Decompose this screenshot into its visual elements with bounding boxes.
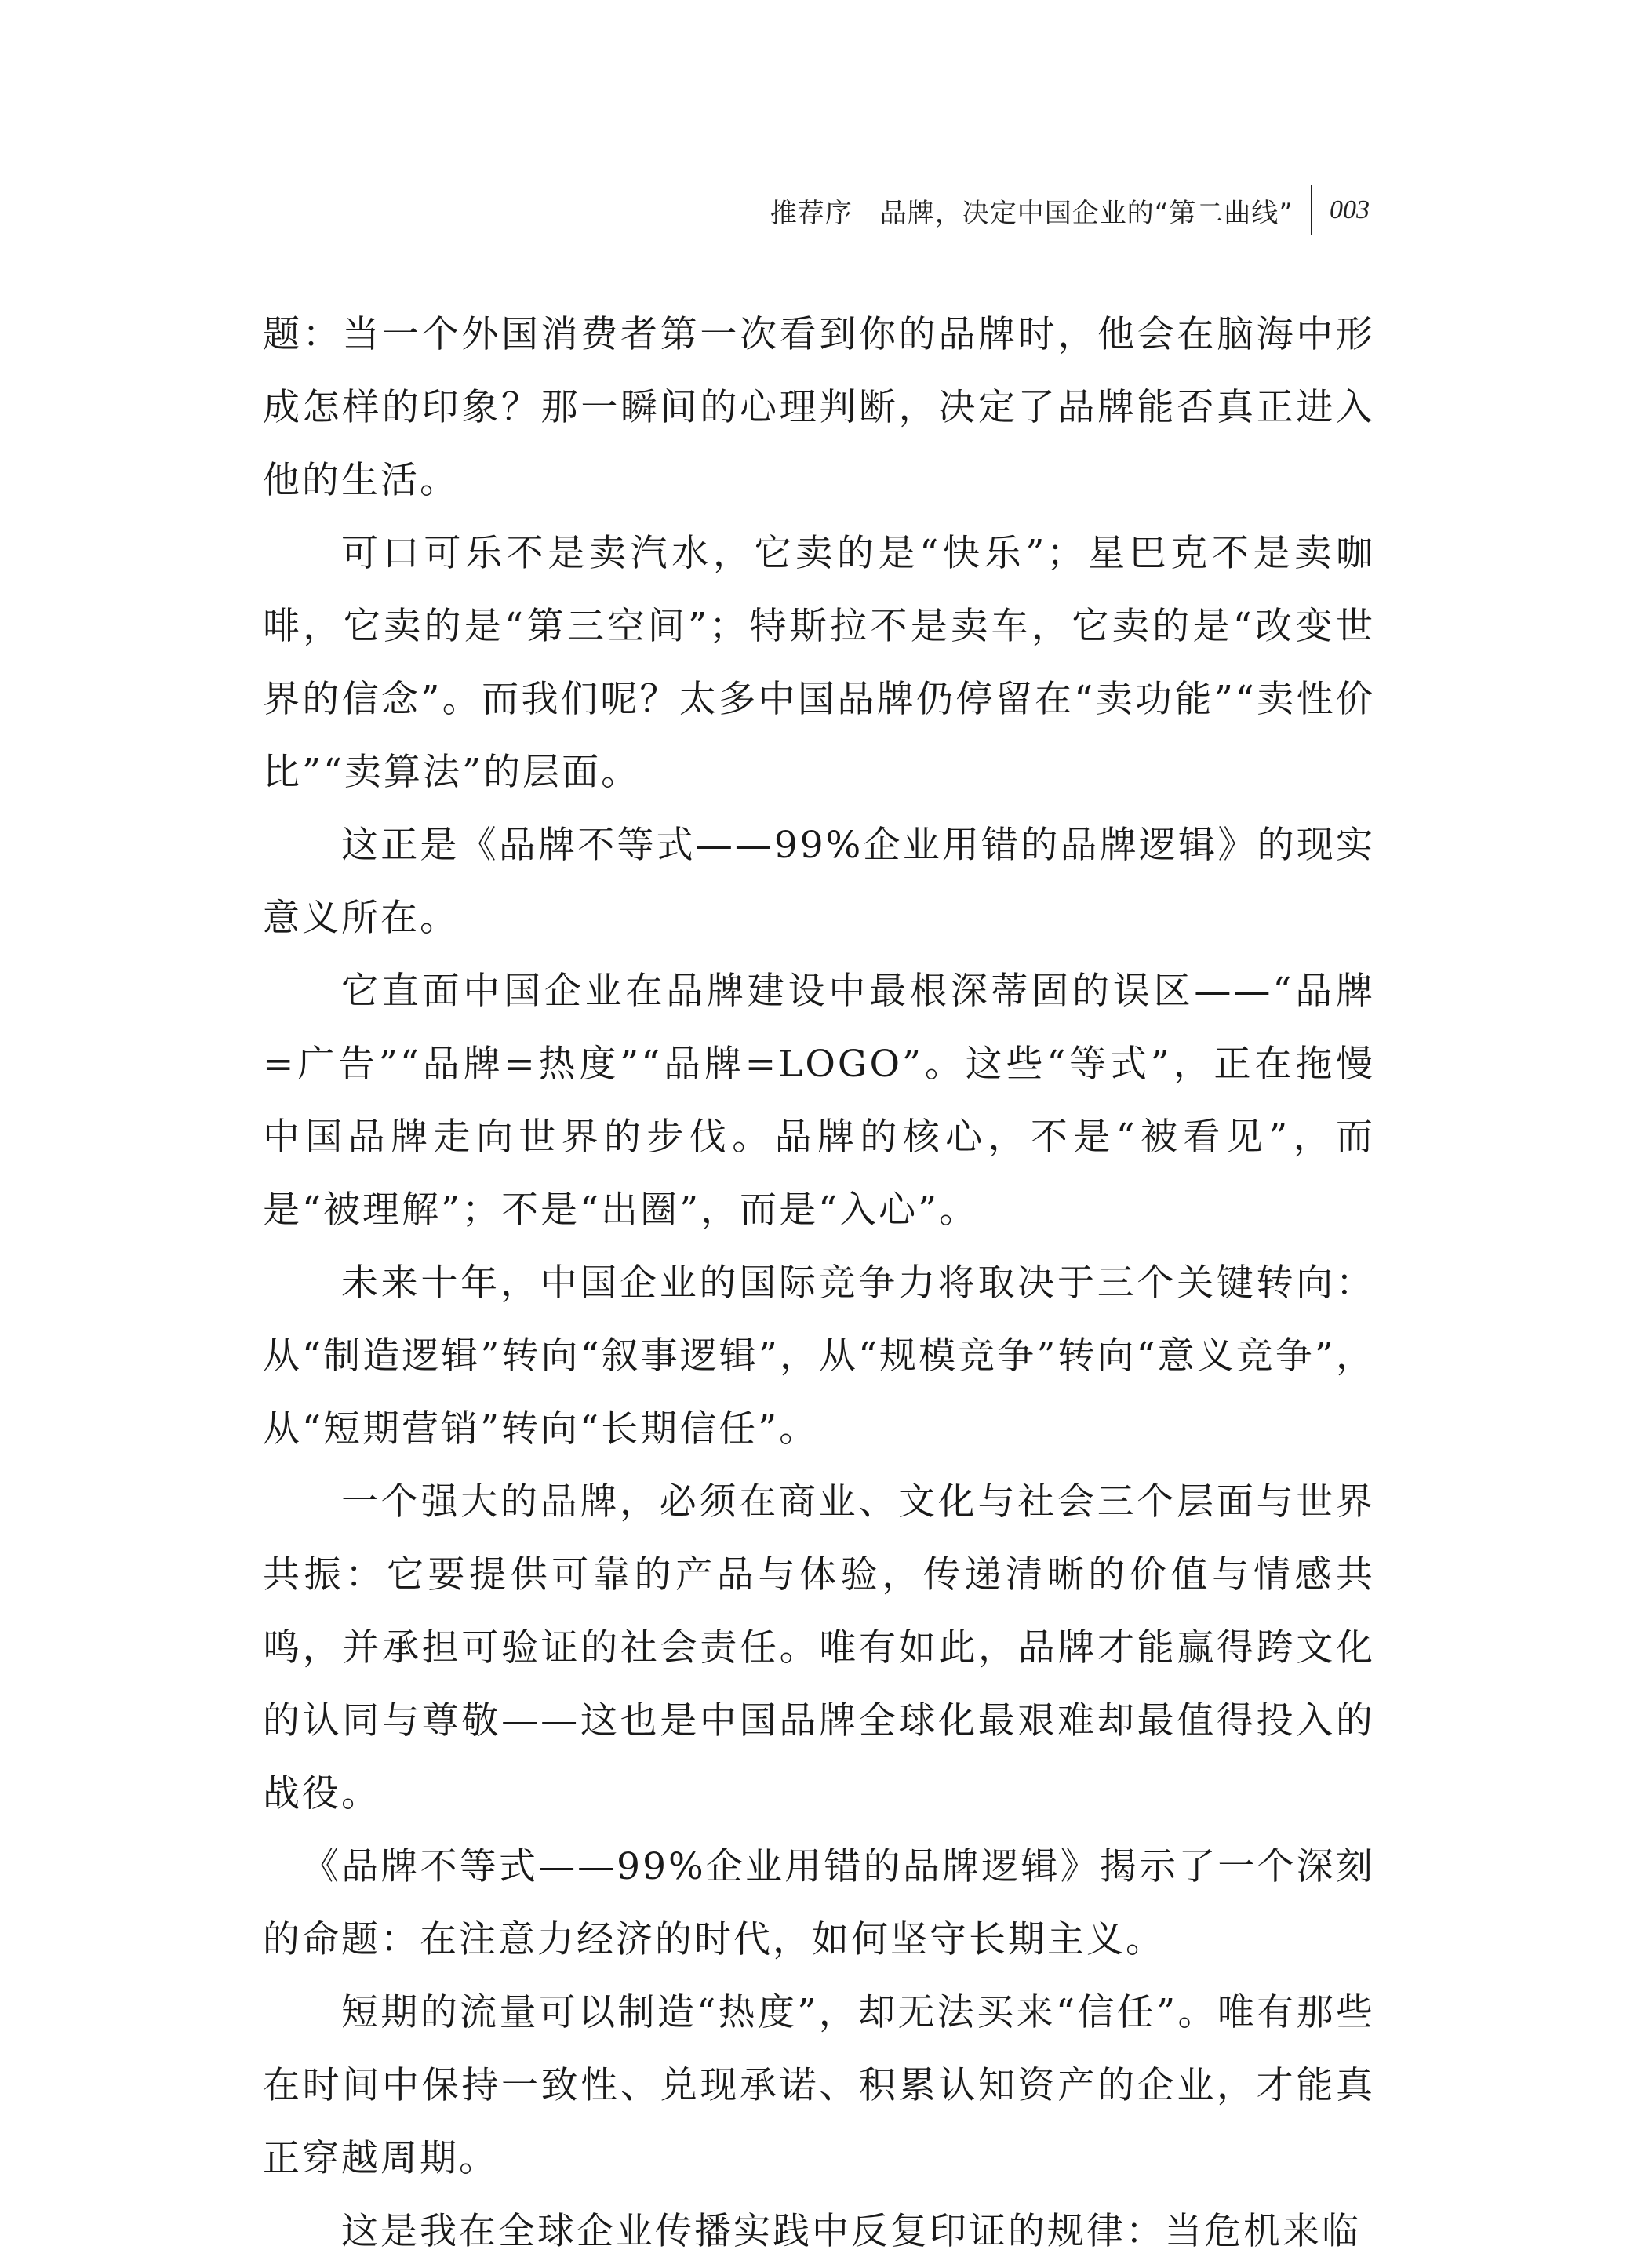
- body-text: [263, 298, 1375, 2268]
- paragraph: 它直面中国企业在品牌建设中最根深蒂固的误区——“品牌=广告”“品牌=热度”“品牌=LOGO”。这些“等式”，正在拖慢中国品牌走向世界的步伐。品牌的核心，不是“被看见”，而是“被理解”；不是“出圈”，而是“入心”。: [263, 970, 1375, 1232]
- paragraph: 一个强大的品牌，必须在商业、文化与社会三个层面与世界共振：它要提供可靠的产品与体验，传递清晰的价值与情感共鸣，并承担可验证的社会责任。唯有如此，品牌才能赢得跨文化的认同与尊敬——这也是中国品牌全球化最艰难却最值得投入的战役。: [263, 1480, 1375, 1815]
- paragraph: 这是我在全球企业传播实践中反复印证的规律：当危机来临: [341, 2210, 1361, 2253]
- running-header: [770, 187, 1370, 234]
- header-divider: [1311, 185, 1312, 235]
- paragraph: 《品牌不等式——99%企业用错的品牌逻辑》揭示了一个深刻的命题：在注意力经济的时代，如何坚守长期主义。: [263, 1845, 1375, 1961]
- paragraph: 未来十年，中国企业的国际竞争力将取决于三个关键转向：从“制造逻辑”转向“叙事逻辑”，从“规模竞争”转向“意义竞争”，从“短期营销”转向“长期信任”。: [263, 1261, 1375, 1451]
- paragraph: 可口可乐不是卖汽水，它卖的是“快乐”；星巴克不是卖咖啡，它卖的是“第三空间”；特斯拉不是卖车，它卖的是“改变世界的信念”。而我们呢？太多中国品牌仍停留在“卖功能”“卖性价比”“卖算法”的层面。: [263, 532, 1375, 794]
- paragraph-continued: 题：当一个外国消费者第一次看到你的品牌时，他会在脑海中形成怎样的印象？那一瞬间的心理判断，决定了品牌能否真正进入他的生活。: [263, 313, 1375, 502]
- page-number: 003: [1330, 195, 1370, 224]
- paragraph: 这正是《品牌不等式——99%企业用错的品牌逻辑》的现实意义所在。: [263, 824, 1375, 940]
- paragraph: 短期的流量可以制造“热度”，却无法买来“信任”。唯有那些在时间中保持一致性、兑现承诺、积累认知资产的企业，才能真正穿越周期。: [263, 1991, 1375, 2180]
- chapter-title: 推荐序 品牌，决定中国企业的“第二曲线”: [770, 197, 1293, 229]
